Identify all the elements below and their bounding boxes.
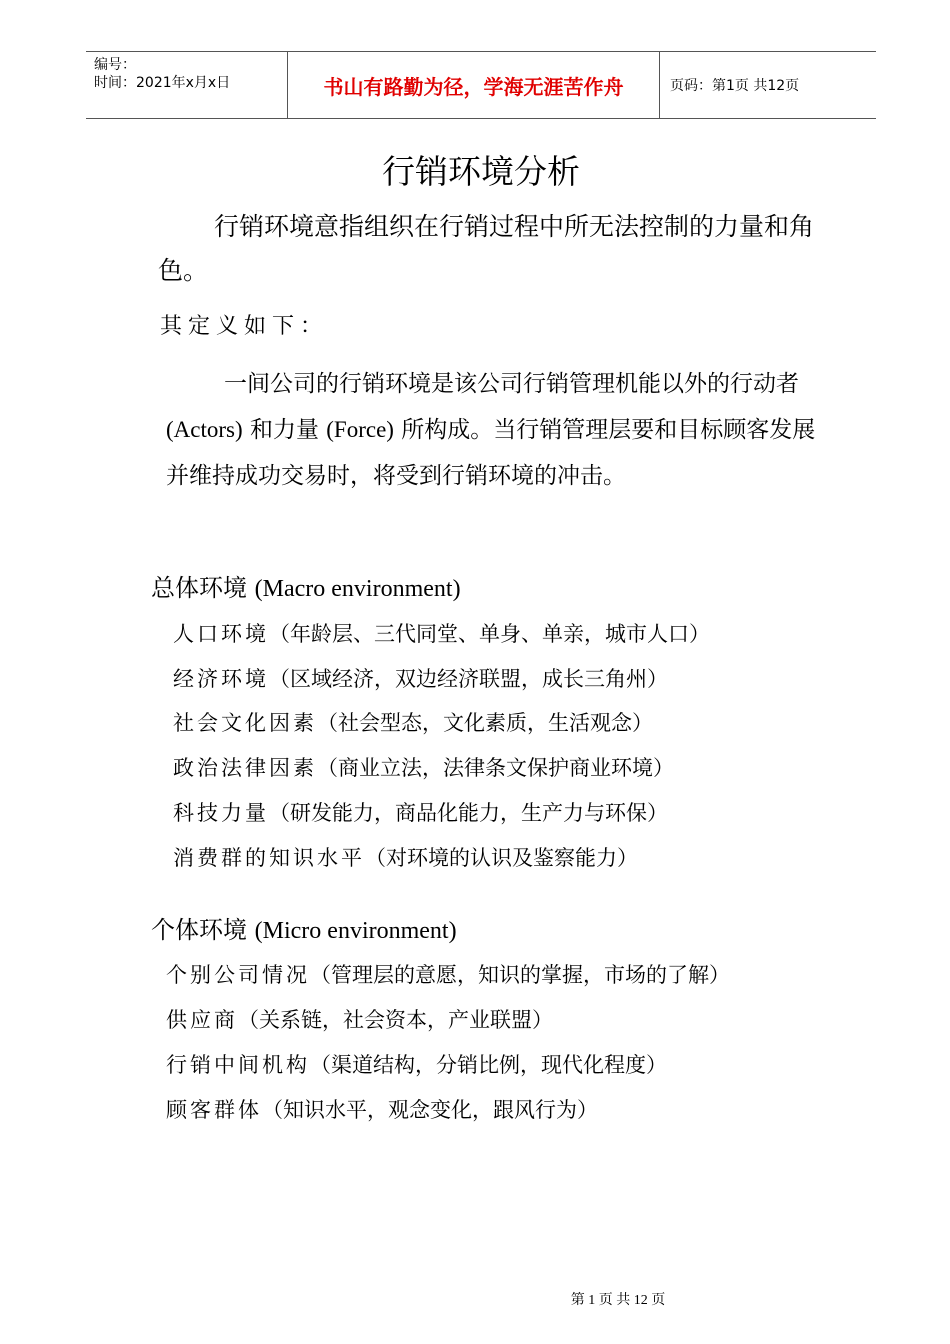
- macro-item-label: 社会文化因素: [173, 711, 317, 735]
- micro-item-detail: （关系链，社会资本，产业联盟）: [238, 1008, 553, 1032]
- page-footer: 第 1 页 共 12 页: [570, 1293, 666, 1308]
- macro-item-detail: （研发能力，商品化能力，生产力与环保）: [269, 801, 668, 825]
- micro-item-label: 供应商: [166, 1008, 238, 1032]
- macro-item-detail: （社会型态，文化素质，生活观念）: [317, 711, 653, 735]
- macro-item-detail: （区域经济，双边经济联盟，成长三角州）: [269, 667, 668, 691]
- micro-item-label: 行销中间机构: [166, 1053, 310, 1077]
- micro-item-label: 顾客群体: [166, 1098, 262, 1122]
- macro-item-label: 科技力量: [173, 801, 269, 825]
- page-title: 行销环境分析: [382, 152, 580, 191]
- micro-heading-en: (Micro environment): [254, 918, 457, 944]
- macro-item: [173, 797, 668, 827]
- micro-heading: [151, 910, 457, 945]
- micro-item: [166, 1094, 598, 1124]
- number-label: 编号：: [94, 57, 136, 73]
- macro-item-detail: （年龄层、三代同堂、单身、单亲，城市人口）: [269, 622, 710, 646]
- macro-heading: [151, 568, 461, 603]
- definition-text-1: 一间公司的行销环境是该公司行销管理机能以外的行动者: [224, 371, 799, 397]
- macro-heading-text: 总体环境: [151, 574, 247, 602]
- intro-paragraph: [158, 205, 818, 293]
- macro-heading-en: (Macro environment): [254, 576, 461, 602]
- micro-item: [166, 1004, 553, 1034]
- macro-item-label: 人口环境: [173, 622, 269, 646]
- micro-item-detail: （渠道结构，分销比例，现代化程度）: [310, 1053, 667, 1077]
- macro-item: [173, 752, 674, 782]
- macro-item-label: 经济环境: [173, 667, 269, 691]
- macro-item: [173, 842, 638, 872]
- definition-text-2: 和力量: [242, 417, 327, 443]
- intro-text: 行销环境意指组织在行销过程中所无法控制的力量和角色。: [158, 212, 815, 285]
- micro-item: [166, 1049, 667, 1079]
- definition-paragraph: [166, 361, 816, 499]
- header-page-info: 页码：第1页 共12页: [670, 78, 800, 94]
- definition-text-3: 所构成。当行销管理层要和目标顾客发展并维持成功交易时，将受到行销环境的冲击。: [166, 417, 816, 489]
- macro-item-detail: （对环境的认识及鉴察能力）: [365, 846, 638, 870]
- time-label: 时间：2021年x月x日: [94, 75, 231, 91]
- macro-item: [173, 707, 653, 737]
- force-term: (Force): [326, 417, 394, 442]
- micro-item: [166, 959, 730, 989]
- definition-label: 其定义如下：: [160, 314, 329, 339]
- header-motto: 书山有路勤为径，学海无涯苦作舟: [287, 52, 660, 118]
- macro-item: [173, 618, 710, 648]
- document-header: [86, 51, 876, 119]
- actors-term: (Actors): [166, 417, 243, 442]
- macro-item: [173, 663, 668, 693]
- micro-item-detail: （管理层的意愿，知识的掌握，市场的了解）: [310, 963, 730, 987]
- micro-item-detail: （知识水平，观念变化，跟风行为）: [262, 1098, 598, 1122]
- macro-item-detail: （商业立法，法律条文保护商业环境）: [317, 756, 674, 780]
- header-meta: [86, 52, 287, 118]
- macro-item-label: 政治法律因素: [173, 756, 317, 780]
- micro-heading-text: 个体环境: [151, 916, 247, 944]
- micro-item-label: 个别公司情况: [166, 963, 310, 987]
- macro-item-label: 消费群的知识水平: [173, 846, 365, 870]
